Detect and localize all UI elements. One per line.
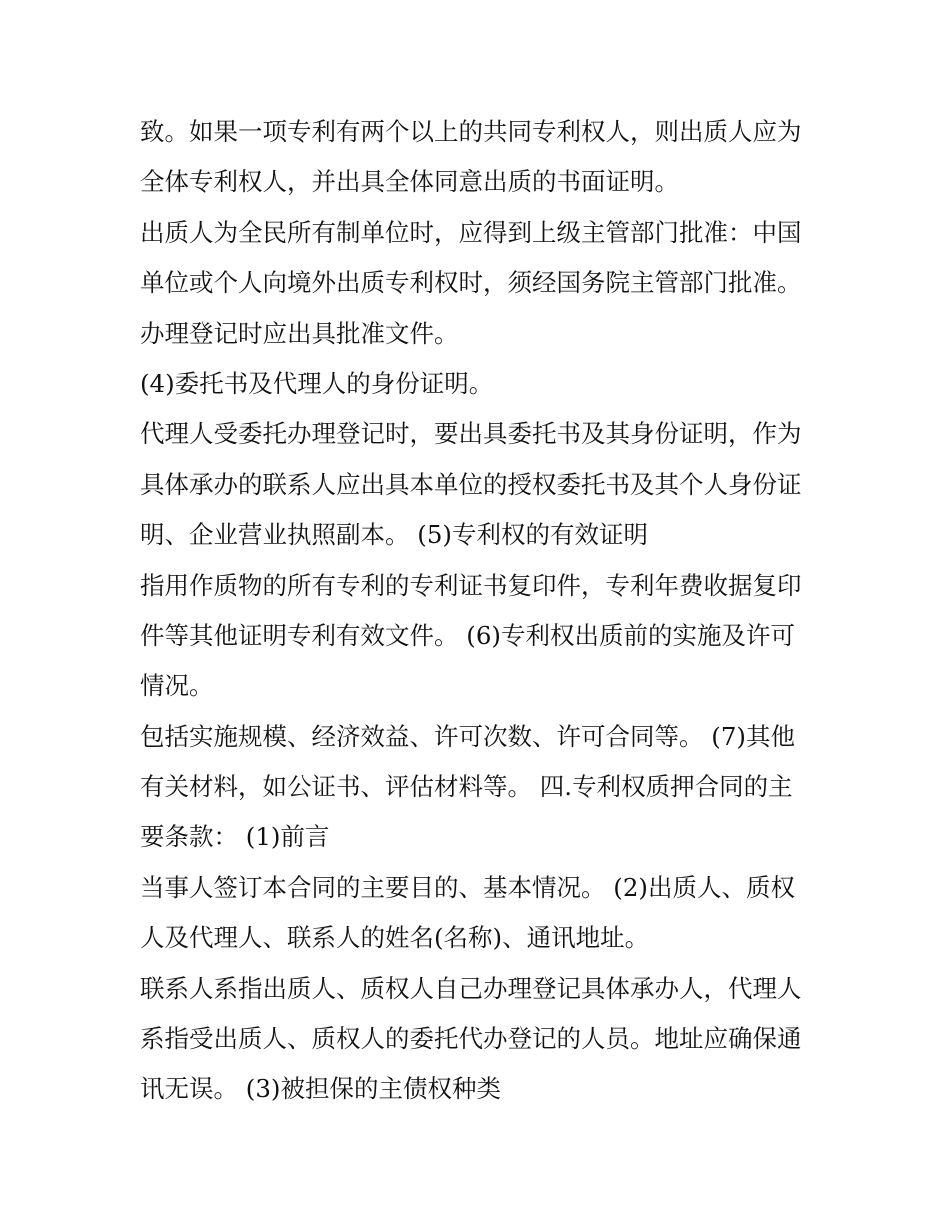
text-line: 出质人为全民所有制单位时，应得到上级主管部门批准：中国 (140, 217, 802, 247)
text-line: 联系人系指出质人、质权人自己办理登记具体承办人，代理人 (140, 973, 802, 1003)
text-line: 明、企业营业执照副本。 (5)专利权的有效证明 (140, 520, 648, 550)
text-line: (4)委托书及代理人的身份证明。 (140, 368, 494, 398)
text-line: 有关材料，如公证书、评估材料等。 四.专利权质押合同的主 (140, 772, 793, 802)
text-line: 人及代理人、联系人的姓名(名称)、通讯地址。 (140, 923, 650, 953)
text-line: 包括实施规模、经济效益、许可次数、许可合同等。 (7)其他 (140, 721, 795, 751)
text-line: 件等其他证明专利有效文件。 (6)专利权出质前的实施及许可 (140, 620, 795, 650)
text-line: 办理登记时应出具批准文件。 (140, 318, 459, 348)
text-line: 单位或个人向境外出质专利权时，须经国务院主管部门批准。 (140, 268, 802, 298)
text-line: 具体承办的联系人应出具本单位的授权委托书及其个人身份证 (140, 469, 802, 499)
text-line: 当事人签订本合同的主要目的、基本情况。 (2)出质人、质权 (140, 872, 795, 902)
text-line: 要条款： (1)前言 (140, 822, 330, 852)
text-line: 情况。 (140, 671, 214, 701)
text-line: 讯无误。 (3)被担保的主债权种类 (140, 1074, 501, 1104)
text-line: 致。如果一项专利有两个以上的共同专利权人，则出质人应为 (140, 117, 802, 146)
text-line: 代理人受委托办理登记时，要出具委托书及其身份证明，作为 (140, 419, 802, 449)
text-line: 系指受出质人、质权人的委托代办登记的人员。地址应确保通 (140, 1024, 802, 1054)
text-line: 指用作质物的所有专利的专利证书复印件，专利年费收据复印 (140, 570, 802, 600)
document-body (140, 107, 820, 1115)
text-line: 全体专利权人，并出具全体同意出质的书面证明。 (140, 167, 679, 197)
